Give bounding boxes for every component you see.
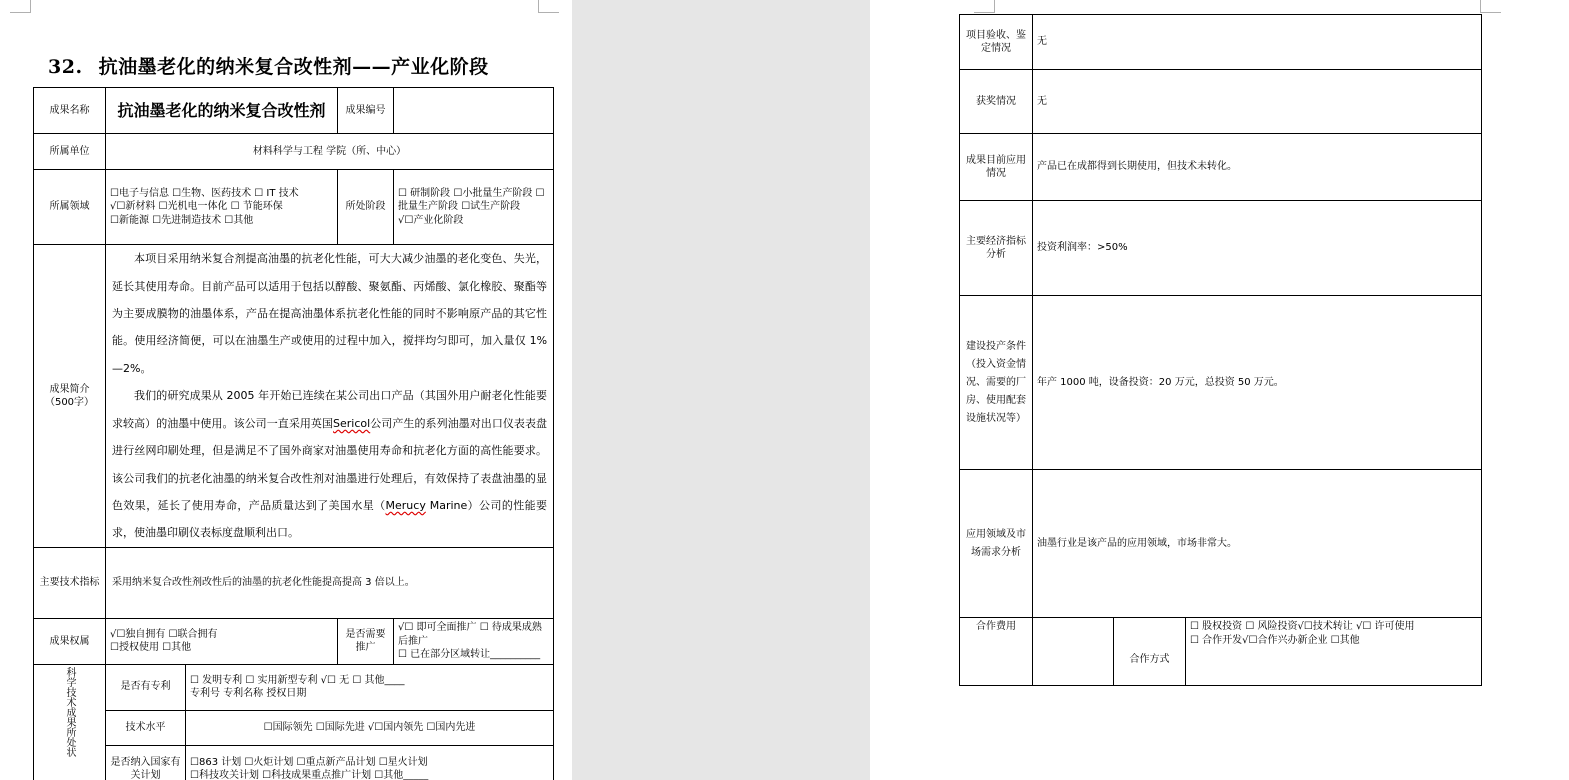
- coop-mode-line-1: ☐ 股权投资 ☐ 风险投资√☐技术转让 √☐ 许可使用: [1190, 621, 1415, 632]
- field-options-line-2: √☐新材料 ☐光机电一体化 ☐ 节能环保: [110, 201, 283, 213]
- value-coop-fee[interactable]: [1033, 618, 1114, 686]
- stage-options-line-2: √☐产业化阶段: [398, 214, 464, 226]
- label-construction: 建设投产条件（投入资金情况、需要的厂房、使用配套设施状况等）: [960, 296, 1033, 470]
- value-intro[interactable]: [106, 245, 554, 548]
- value-acceptance[interactable]: 无: [1033, 15, 1482, 70]
- label-plan: 是否纳入国家有关计划: [106, 745, 186, 780]
- label-stage: 所处阶段: [338, 170, 394, 245]
- value-patent[interactable]: [186, 664, 554, 710]
- value-promotion[interactable]: [394, 619, 554, 665]
- section-title: [48, 52, 489, 79]
- label-name: 成果名称: [34, 88, 106, 134]
- row-cooperation: [960, 618, 1482, 686]
- value-code[interactable]: [394, 88, 554, 134]
- row-application: [960, 134, 1482, 201]
- value-construction[interactable]: 年产 1000 吨，设备投资：20 万元，总投资 50 万元。: [1033, 296, 1482, 470]
- coop-mode-line-2: ☐ 合作开发√☐合作兴办新企业 ☐其他: [1190, 634, 1360, 646]
- value-ownership[interactable]: [106, 619, 338, 665]
- ownership-line-2: ☐授权使用 ☐其他: [110, 642, 192, 654]
- field-options-line-1: ☐电子与信息 ☐生物、医药技术 ☐ IT 技术: [110, 187, 299, 199]
- row-plan: [34, 745, 554, 780]
- row-field: [34, 170, 554, 245]
- value-name[interactable]: 抗油墨老化的纳米复合改性剂: [106, 88, 338, 134]
- row-acceptance: [960, 15, 1482, 70]
- crop-mark: [538, 0, 559, 13]
- patent-line-2: 专利号 专利名称 授权日期: [190, 688, 307, 699]
- promotion-line-2: ☐ 已在部分区域转让__________: [398, 649, 541, 660]
- section-number: 32.: [48, 56, 83, 78]
- label-patent: 是否有专利: [106, 664, 186, 710]
- document-page-right[interactable]: [870, 0, 1569, 780]
- intro-label-text: 成果简介: [49, 383, 90, 395]
- row-market: [960, 470, 1482, 618]
- crop-mark: [10, 0, 31, 13]
- intro-label-sub: （500字）: [44, 397, 95, 408]
- row-name: [34, 88, 554, 134]
- value-economic[interactable]: 投资利润率：>50%: [1033, 201, 1482, 296]
- intro-paragraph-2: 我们的研究成果从 2005 年开始已连续在某公司出口产品（其国外用户耐老化性能要求较高）的油墨中使用。该公司一直采用英国Sericol公司产生的系列油墨对出口仪表表盘进行丝网印刷处理，但是满足不了国外商家对油墨使用寿命和抗老化方面的高性能要求。该公司我们的抗老化油墨的纳米复合改性剂对油墨进行处理后，有效保持了表盘油墨的显色效果，延长了使用寿命，产品质量达到了美国水星（Merucy Marine）公司的性能要求，使油墨印刷仪表标度盘顺利出口。: [112, 389, 548, 540]
- label-status: [34, 664, 106, 780]
- value-level[interactable]: ☐国际领先 ☐国际先进 √☐国内领先 ☐国内先进: [186, 710, 554, 745]
- row-awards: [960, 70, 1482, 134]
- achievement-form-table: [33, 87, 554, 780]
- document-page-left[interactable]: [0, 0, 572, 780]
- value-awards[interactable]: 无: [1033, 70, 1482, 134]
- value-application[interactable]: 产品已在成都得到长期使用，但技术未转化。: [1033, 134, 1482, 201]
- row-economic: [960, 201, 1482, 296]
- row-ownership: [34, 619, 554, 665]
- row-patent: [34, 664, 554, 710]
- value-market[interactable]: 油墨行业是该产品的应用领域，市场非常大。: [1033, 470, 1482, 618]
- label-intro: [34, 245, 106, 548]
- label-awards: 获奖情况: [960, 70, 1033, 134]
- label-field: 所属领域: [34, 170, 106, 245]
- patent-line-1: ☐ 发明专利 ☐ 实用新型专利 √☐ 无 ☐ 其他____: [190, 674, 405, 686]
- label-promotion: 是否需要推广: [338, 619, 394, 665]
- value-plan[interactable]: [186, 745, 554, 780]
- stage-options-line-1: ☐ 研制阶段 ☐小批量生产阶段 ☐批量生产阶段 ☐试生产阶段: [398, 187, 545, 213]
- label-market: 应用领域及市场需求分析: [960, 470, 1033, 618]
- plan-line-2: ☐科技攻关计划 ☐科技成果重点推广计划 ☐其他_____: [190, 770, 429, 780]
- crop-mark: [1480, 0, 1501, 13]
- plan-line-1: ☐863 计划 ☐火炬计划 ☐重点新产品计划 ☐星火计划: [190, 756, 428, 768]
- label-economic: 主要经济指标分析: [960, 201, 1033, 296]
- label-ownership: 成果权属: [34, 619, 106, 665]
- page-gap: [572, 0, 870, 780]
- label-acceptance: 项目验收、鉴定情况: [960, 15, 1033, 70]
- intro-paragraph-1: 本项目采用纳米复合剂提高油墨的抗老化性能，可大大减少油墨的老化变色、失光，延长其使用寿命。目前产品可以适用于包括以醇酸、聚氨酯、丙烯酸、氯化橡胶、聚酯等为主要成膜物的油墨体系，产品在提高油墨体系抗老化性能的同时不影响原产品的其它性能。使用经济简便，可以在油墨生产或使用的过程中加入，搅拌均匀即可，加入量仅 1%—2%。: [112, 252, 548, 375]
- label-level: 技术水平: [106, 710, 186, 745]
- value-stage[interactable]: [394, 170, 554, 245]
- label-coop-mode: 合作方式: [1114, 618, 1186, 686]
- achievement-form-table-continued: [959, 14, 1482, 686]
- crop-mark: [974, 0, 995, 13]
- row-construction: [960, 296, 1482, 470]
- row-unit: [34, 134, 554, 170]
- label-tech: 主要技术指标: [34, 548, 106, 619]
- field-options-line-3: ☐新能源 ☐先进制造技术 ☐其他: [110, 214, 254, 226]
- row-tech: [34, 548, 554, 619]
- ownership-line-1: √☐独自拥有 ☐联合拥有: [110, 628, 218, 640]
- section-title-text: 抗油墨老化的纳米复合改性剂——产业化阶段: [98, 56, 489, 78]
- label-unit: 所属单位: [34, 134, 106, 170]
- label-application: 成果目前应用情况: [960, 134, 1033, 201]
- status-label-text: 科学技术成果所处状: [64, 666, 75, 757]
- label-code: 成果编号: [338, 88, 394, 134]
- row-intro: [34, 245, 554, 548]
- value-coop-mode[interactable]: [1186, 618, 1482, 686]
- promotion-line-1: √☐ 即可全面推广 ☐ 待成果成熟后推广: [398, 622, 542, 647]
- value-tech[interactable]: 采用纳米复合改性剂改性后的油墨的抗老化性能提高提高 3 倍以上。: [106, 548, 554, 619]
- value-field[interactable]: [106, 170, 338, 245]
- label-coop-fee: 合作费用: [960, 618, 1033, 686]
- row-level: [34, 710, 554, 745]
- value-unit[interactable]: 材料科学与工程 学院（所、中心）: [106, 134, 554, 170]
